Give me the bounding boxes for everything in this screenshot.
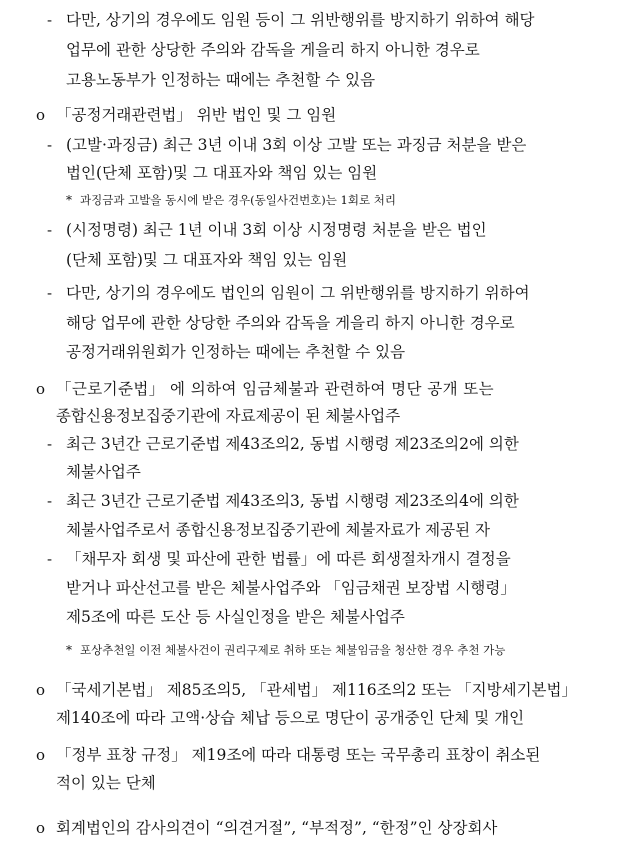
document-text-line: 최근 3년간 근로기준법 제43조의2, 동법 시행령 제23조의2에 의한 [66,435,519,453]
section-heading: 적이 있는 단체 [56,774,156,792]
document-text-line: 해당 업무에 관한 상당한 주의와 감독을 게을리 하지 아니한 경우로 [66,314,515,332]
document-text-line: 체불사업주로서 종합신용정보집중기관에 체불자료가 제공된 자 [66,521,490,539]
document-text-line: 고용노동부가 인정하는 때에는 추천할 수 있음 [66,71,376,89]
section-heading: 「근로기준법」 에 의하여 임금체불과 관련하여 명단 공개 또는 [56,380,495,398]
dash-marker: - [47,136,53,154]
circle-bullet-icon: o [36,746,46,764]
document-text-line: 법인(단체 포함)및 그 대표자와 책임 있는 임원 [66,164,378,182]
circle-bullet-icon: o [36,819,46,837]
document-text-line: 업무에 관한 상당한 주의와 감독을 게을리 하지 아니한 경우로 [66,41,480,59]
footnote-text: 과징금과 고발을 동시에 받은 경우(동일사건번호)는 1회로 처리 [80,193,396,207]
document-text-line: 다만, 상기의 경우에도 임원 등이 그 위반행위를 방지하기 위하여 해당 [66,11,535,29]
section-heading: 종합신용정보집중기관에 자료제공이 된 체불사업주 [56,407,401,425]
dash-marker: - [47,435,53,453]
circle-bullet-icon: o [36,106,46,124]
document-text-line: (시정명령) 최근 1년 이내 3회 이상 시정명령 처분을 받은 법인 [66,221,487,239]
asterisk-note-marker: * [66,193,72,207]
document-text-line: (단체 포함)및 그 대표자와 책임 있는 임원 [66,251,348,269]
dash-marker: - [47,284,53,302]
document-text-line: 「채무자 회생 및 파산에 관한 법률」에 따른 회생절차개시 결정을 [66,550,511,568]
circle-bullet-icon: o [36,380,46,398]
dash-marker: - [47,221,53,239]
document-text-line: 제5조에 따른 도산 등 사실인정을 받은 체불사업주 [66,608,405,626]
document-text-line: 공정거래위원회가 인정하는 때에는 추천할 수 있음 [66,343,406,361]
circle-bullet-icon: o [36,681,46,699]
dash-marker: - [47,492,53,510]
asterisk-note-marker: * [66,643,72,657]
document-text-line: 최근 3년간 근로기준법 제43조의3, 동법 시행령 제23조의4에 의한 [66,492,519,510]
section-heading: 제140조에 따라 고액·상습 체납 등으로 명단이 공개중인 단체 및 개인 [56,709,525,727]
document-text-line: (고발·과징금) 최근 3년 이내 3회 이상 고발 또는 과징금 처분을 받은 [66,136,527,154]
section-heading: 회계법인의 감사의견이 “의견거절”, “부적정”, “한정”인 상장회사 [56,819,498,837]
section-heading: 「공정거래관련법」 위반 법인 및 그 임원 [56,106,337,124]
document-text-line: 체불사업주 [66,463,141,481]
document-text-line: 다만, 상기의 경우에도 법인의 임원이 그 위반행위를 방지하기 위하여 [66,284,530,302]
footnote-text: 포상추천일 이전 체불사건이 권리구제로 취하 또는 체불임금을 청산한 경우 추천 가능 [80,643,506,657]
dash-marker: - [47,11,53,29]
document-text-line: 받거나 파산선고를 받은 체불사업주와 「임금채권 보장법 시행령」 [66,579,516,597]
dash-marker: - [47,550,53,568]
section-heading: 「국세기본법」 제85조의5, 「관세법」 제116조의2 또는 「지방세기본법」 [56,681,578,699]
section-heading: 「정부 표창 규정」 제19조에 따라 대통령 또는 국무총리 표창이 취소된 [56,746,541,764]
